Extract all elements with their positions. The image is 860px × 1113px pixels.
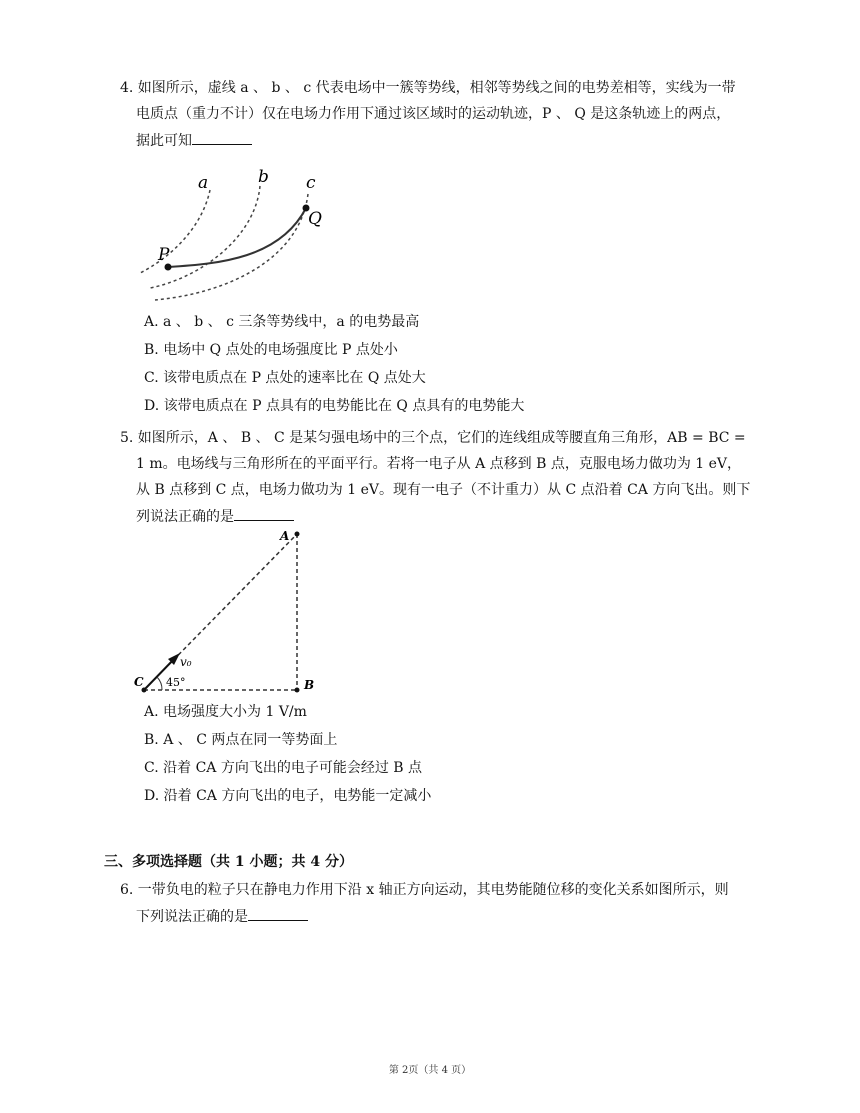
equipotential-line-b: [150, 186, 260, 288]
label-Q: Q: [308, 209, 322, 229]
equipotential-line-a: [140, 190, 210, 273]
label-a: a: [198, 173, 209, 193]
point-A-dot: [295, 532, 300, 537]
q5-stem-line2: 1 m。电场线与三角形所在的平面平行。若将一电子从 A 点移到 B 点，克服电场力做功为 1 eV，: [136, 456, 742, 472]
q5-option-a: A. 电场强度大小为 1 V/m: [144, 704, 307, 720]
q6-stem-line1: 6. 一带负电的粒子只在静电力作用下沿 x 轴正方向运动，其电势能随位移的变化关系如图所示，则: [120, 882, 729, 898]
section-3-heading: 三、多项选择题（共 1 小题；共 4 分）: [104, 854, 353, 870]
q4-stem-line1: 4. 如图所示，虚线 a 、 b 、 c 代表电场中一簇等势线，相邻等势线之间的电势差相等，实线为一带: [120, 80, 736, 96]
q5-figure: [132, 526, 322, 698]
label-c: c: [306, 173, 316, 193]
point-B-dot: [295, 688, 300, 693]
q6-stem-text: 下列说法正确的是: [136, 909, 248, 925]
q4-option-d: D. 该带电质点在 P 点具有的电势能比在 Q 点具有的电势能大: [144, 398, 525, 414]
q4-option-a: A. a 、 b 、 c 三条等势线中，a 的电势最高: [144, 314, 420, 330]
q5-stem-line1: 5. 如图所示，A 、 B 、 C 是某匀强电场中的三个点，它们的连线组成等腰直角三角形，AB = BC =: [120, 430, 746, 446]
label-b: b: [258, 168, 269, 187]
q6-stem-line2: [136, 906, 308, 927]
q5-option-c: C. 沿着 CA 方向飞出的电子可能会经过 B 点: [144, 760, 423, 776]
q5-stem-line3: 从 B 点移到 C 点，电场力做功为 1 eV。现有一电子（不计重力）从 C 点沿着 CA 方向飞出。则下: [136, 482, 751, 498]
q4-stem-line3: [136, 130, 252, 151]
equipotential-line-c: [155, 194, 308, 300]
q5-stem-text: 列说法正确的是: [136, 509, 234, 525]
q4-answer-blank: [192, 130, 252, 145]
label-B: B: [304, 678, 315, 692]
q6-answer-blank: [248, 906, 308, 921]
q5-stem-line4: [136, 506, 294, 527]
label-v0: v₀: [180, 655, 192, 669]
q5-answer-blank: [234, 506, 294, 521]
q5-option-b: B. A 、 C 两点在同一等势面上: [144, 732, 338, 748]
q5-option-d: D. 沿着 CA 方向飞出的电子，电势能一定减小: [144, 788, 432, 804]
label-angle: 45°: [166, 676, 186, 689]
q4-figure: [130, 168, 330, 308]
page-footer: 第 2页（共 4 页）: [388, 1065, 472, 1076]
trajectory-curve: [168, 208, 306, 267]
q4-stem-text: 据此可知: [136, 133, 192, 149]
q4-option-c: C. 该带电质点在 P 点处的速率比在 Q 点处大: [144, 370, 426, 386]
angle-arc: [157, 677, 162, 690]
q4-stem-line2: 电质点（重力不计）仅在电场力作用下通过该区域时的运动轨迹，P 、 Q 是这条轨迹上的两点，: [136, 106, 731, 122]
q4-option-b: B. 电场中 Q 点处的电场强度比 P 点处小: [144, 342, 398, 358]
label-P: P: [158, 245, 170, 265]
label-C: C: [134, 675, 144, 689]
label-A: A: [280, 529, 290, 543]
